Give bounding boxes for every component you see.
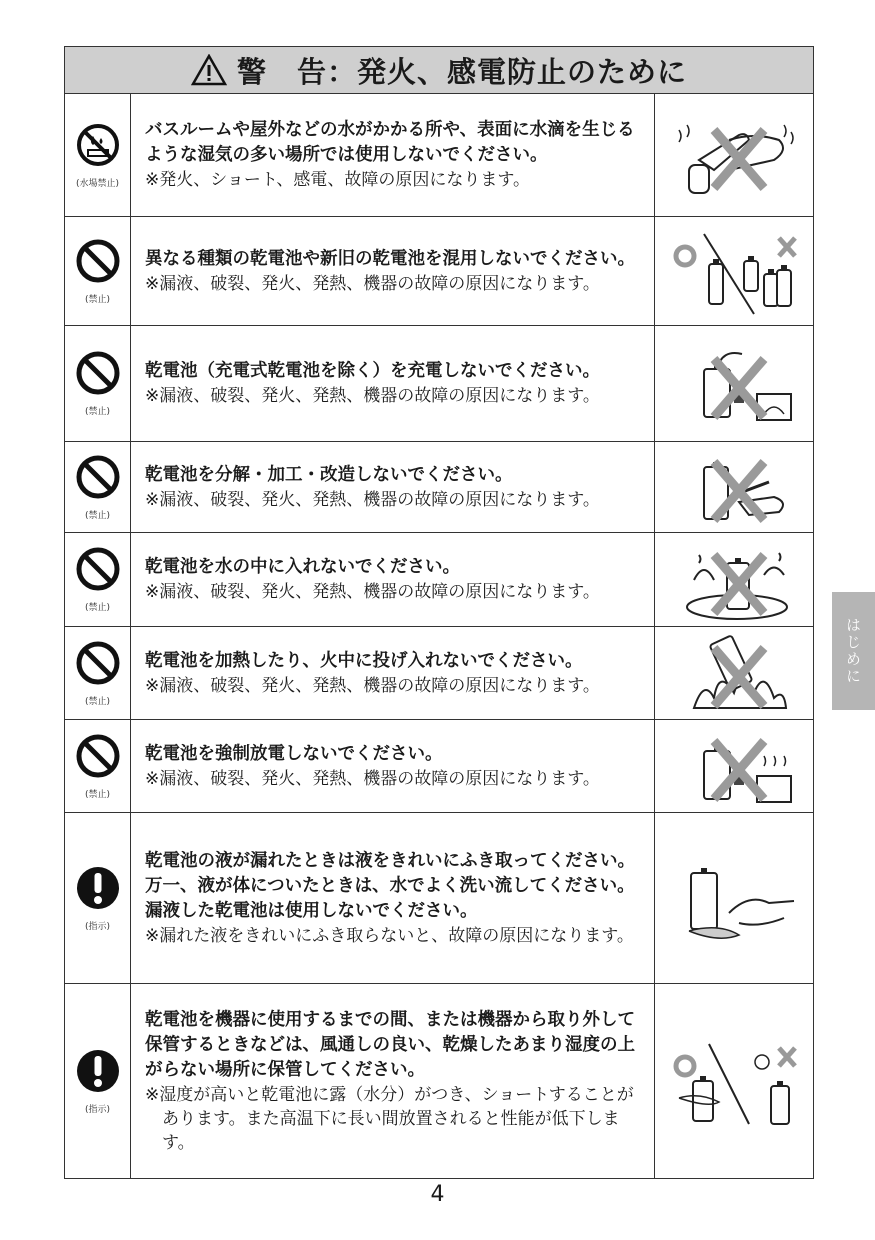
icon-cell (65, 217, 131, 325)
warning-row (65, 217, 813, 326)
icon-cell (65, 984, 131, 1178)
icon-cell (65, 326, 131, 441)
warning-row (65, 442, 813, 533)
warning-note-text: ※発火、ショート、感電、故障の原因になります。 (145, 170, 531, 190)
warning-note-text: ※漏液、破裂、発火、発熱、機器の故障の原因になります。 (145, 273, 600, 294)
charging-illustration (669, 339, 799, 429)
disassembly-illustration (669, 442, 799, 532)
icon-caption: (禁止) (84, 696, 111, 707)
icon-caption: (禁止) (84, 294, 111, 305)
illustration-cell (655, 94, 813, 216)
warning-note-text: ※湿度が高いと乾電池に露（水分）がつき、ショートすることがあります。また高温下に長い間放置されると性能が低下します。 (145, 1084, 634, 1153)
text-cell (131, 326, 655, 441)
prohibited-icon (75, 640, 121, 690)
warning-note-text: ※漏液、破裂、発火、発熱、機器の故障の原因になります。 (145, 768, 600, 789)
text-cell (131, 94, 655, 216)
warning-main-text: 乾電池を水の中に入れないでください。 (145, 557, 460, 577)
water-splash-illustration (669, 535, 799, 625)
icon-caption: (水場禁止) (75, 178, 120, 189)
illustration-cell (655, 813, 813, 983)
warning-note-text: ※漏液、破裂、発火、発熱、機器の故障の原因になります。 (145, 582, 600, 602)
warning-row (65, 720, 813, 813)
illustration-cell (655, 984, 813, 1178)
warning-main-text: 乾電池を加熱したり、火中に投げ入れないでください。 (145, 650, 583, 671)
storage-illustration (669, 1036, 799, 1126)
text-cell (131, 217, 655, 325)
icon-caption: (禁止) (84, 789, 111, 800)
warning-note-text: ※漏液、破裂、発火、発熱、機器の故障の原因になります。 (145, 675, 600, 696)
icon-cell (65, 720, 131, 812)
warning-row (65, 326, 813, 442)
icon-cell (65, 813, 131, 983)
warning-triangle-icon (191, 54, 227, 86)
mandatory-icon (75, 1048, 121, 1098)
icon-caption: (禁止) (84, 510, 111, 521)
text-cell (131, 442, 655, 532)
warning-main-text: 乾電池の液が漏れたときは液をきれいにふき取ってください。万一、液が体についたときは、水でよく洗い流してください。漏液した乾電池は使用しないでください。 (145, 850, 635, 921)
warning-main-text: バスルームや屋外などの水がかかる所や、表面に水滴を生じるような湿気の多い場所では使用しないでください。 (145, 120, 635, 165)
warning-note-text: ※漏液、破裂、発火、発熱、機器の故障の原因になります。 (145, 489, 600, 510)
text-cell (131, 813, 655, 983)
warning-note-text: ※漏れた液をきれいにふき取らないと、故障の原因になります。 (145, 925, 634, 946)
prohibited-icon (75, 350, 121, 400)
page-number: 4 (430, 1182, 445, 1207)
mixed-batteries-illustration (669, 226, 799, 316)
warning-main-text: 乾電池を強制放電しないでください。 (145, 743, 443, 764)
warning-row (65, 984, 813, 1178)
wipe-leak-illustration (669, 853, 799, 943)
illustration-cell (655, 533, 813, 626)
icon-caption: (禁止) (84, 603, 111, 613)
warning-row (65, 627, 813, 720)
forced-discharge-illustration (669, 721, 799, 811)
warning-main-text: 異なる種類の乾電池や新旧の乾電池を混用しないでください。 (145, 248, 635, 269)
illustration-cell (655, 720, 813, 812)
mandatory-icon (75, 865, 121, 915)
text-cell (131, 720, 655, 812)
no-water-icon (75, 122, 121, 172)
text-cell (131, 533, 655, 626)
warning-main-text: 乾電池（充電式乾電池を除く）を充電しないでください。 (145, 361, 600, 381)
icon-caption: (指示) (84, 1104, 111, 1115)
warning-note-text: ※漏液、破裂、発火、発熱、機器の故障の原因になります。 (145, 386, 600, 406)
warning-main-text: 乾電池を機器に使用するまでの間、または機器から取り外して保管するときなどは、風通しの良い、乾燥したあまり湿度の上がらない場所に保管してください。 (145, 1009, 635, 1080)
warning-row (65, 533, 813, 627)
icon-cell (65, 442, 131, 532)
text-cell (131, 984, 655, 1178)
illustration-cell (655, 326, 813, 441)
illustration-cell (655, 442, 813, 532)
warning-main-text: 乾電池を分解・加工・改造しないでください。 (145, 464, 513, 485)
warning-title: 警 告：発火、感電防止のために (236, 54, 687, 89)
icon-caption: (禁止) (84, 407, 111, 417)
prohibited-icon (75, 733, 121, 783)
warning-row (65, 94, 813, 217)
illustration-cell (655, 217, 813, 325)
icon-caption: (指示) (84, 921, 111, 932)
text-cell (131, 627, 655, 719)
warning-table (64, 46, 814, 1179)
icon-cell (65, 533, 131, 626)
prohibited-icon (75, 238, 121, 288)
fire-illustration (669, 628, 799, 718)
warning-row (65, 813, 813, 984)
hairdryer-bathroom-illustration (669, 110, 799, 200)
icon-cell (65, 627, 131, 719)
illustration-cell (655, 627, 813, 719)
warning-header (65, 47, 813, 94)
prohibited-icon (75, 454, 121, 504)
icon-cell (65, 94, 131, 216)
prohibited-icon (75, 546, 121, 596)
side-tab[interactable]: はじめに (832, 592, 875, 710)
